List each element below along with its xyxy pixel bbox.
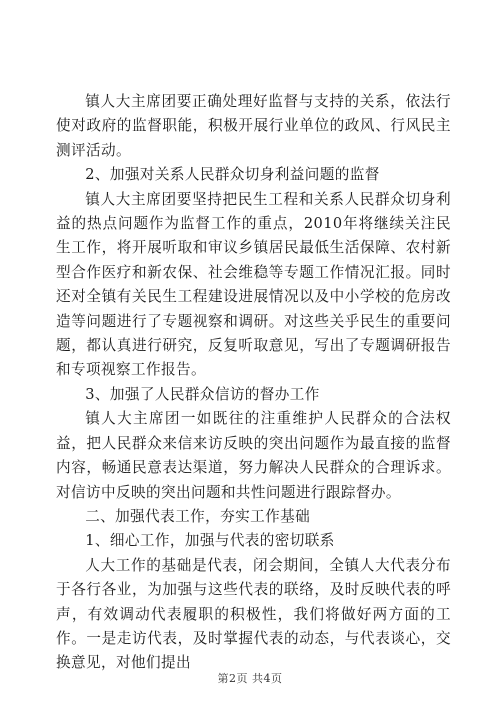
paragraph-supervision-support: 镇人大主席团要正确处理好监督与支持的关系，依法行使对政府的监督职能，积极开展行业单位的政风、行风民主测评活动。 xyxy=(56,93,451,159)
paragraph-deputy-contact: 人大工作的基础是代表，闭会期间，全镇人大代表分布于各行各业，为加强与这些代表的联络，及时反映代表的呼声，有效调动代表履职的积极性，我们将做好两方面的工作。一是走访代表，及时掌握代表的动态，与代表谈心，交换意见，对他们提出 xyxy=(56,556,451,672)
heading-deputy-work: 二、加强代表工作，夯实工作基础 xyxy=(85,507,311,525)
heading-deputy-contact: 1、细心工作，加强与代表的密切联系 xyxy=(85,532,335,550)
heading-petition-supervision: 3、加强了人民群众信访的督办工作 xyxy=(85,385,320,403)
paragraph-livelihood-work: 镇人大主席团要坚持把民生工程和关系人民群众切身利益的热点问题作为监督工作的重点，2010年将继续关注民生工作，将开展听取和审议乡镇居民最低生活保障、农村新型合作医疗和新农保、社会维稳等专题工作情况汇报。同时还对全镇有关民生工程建设进展情况以及中小学校的危房改造等问题进行了专题视察和调研。对这些关乎民生的重要问题，都认真进行研究，反复听取意见，写出了专题调研报告和专项视察工作报告。 xyxy=(56,190,451,379)
document-body xyxy=(56,90,451,676)
heading-livelihood-supervision: 2、加强对关系人民群众切身利益问题的监督 xyxy=(85,166,380,184)
paragraph-petition-work: 镇人大主席团一如既往的注重维护人民群众的合法权益，把人民群众来信来访反映的突出问题作为最直接的监督内容，畅通民意表达渠道，努力解决人民群众的合理诉求。对信访中反映的突出问题和共性问题进行跟踪督办。 xyxy=(56,410,451,501)
page-number-footer: 第2页 共4页 xyxy=(217,672,283,685)
